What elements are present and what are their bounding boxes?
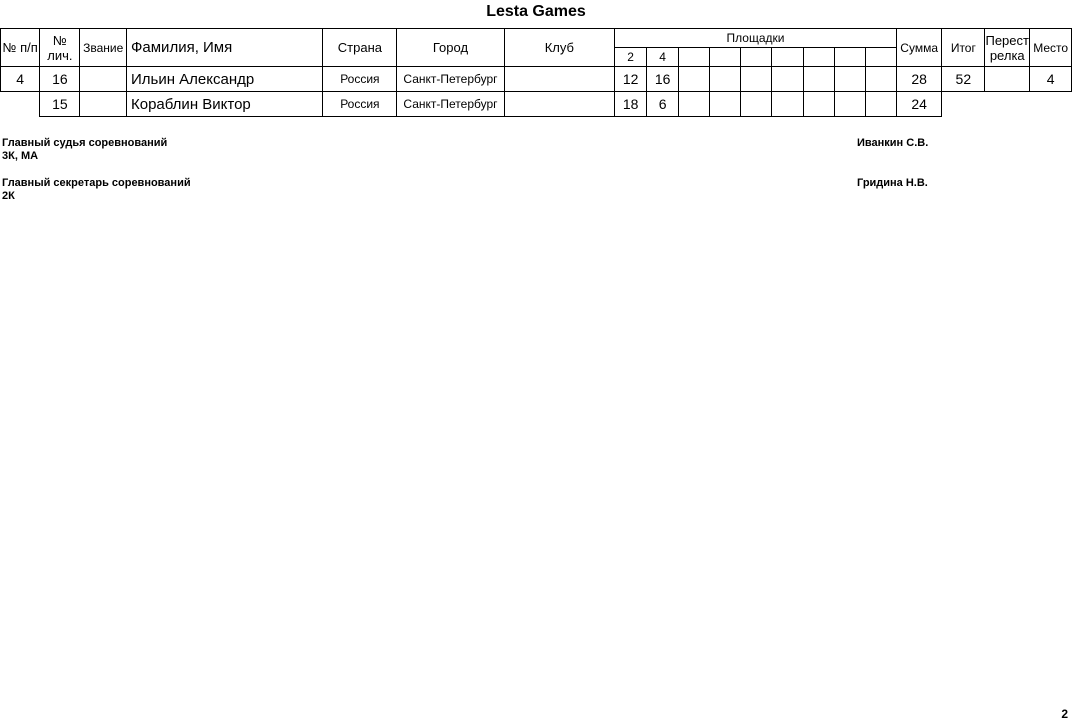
header-row [1, 29, 1072, 48]
cell-score [772, 92, 803, 117]
cell-sum: 28 [896, 67, 942, 92]
cell-score [741, 67, 772, 92]
cell-lic: 15 [40, 92, 80, 117]
page-number: 2 [1061, 707, 1068, 721]
cell-score [865, 67, 896, 92]
cell-score: 12 [615, 67, 647, 92]
cell-num: 4 [1, 67, 40, 92]
cell-country: Россия [323, 92, 397, 117]
cell-score [803, 92, 834, 117]
cell-total: 52 [942, 67, 985, 92]
cell-num [1, 92, 40, 117]
cell-score [710, 92, 741, 117]
cell-city: Санкт-Петербург [397, 67, 504, 92]
secretary-name: Гридина Н.В. [857, 177, 928, 189]
header-place: Место [1030, 29, 1072, 67]
cell-rank [80, 67, 127, 92]
cell-city: Санкт-Петербург [397, 92, 504, 117]
header-rank: Звание [80, 29, 127, 67]
results-table [0, 28, 1072, 117]
cell-score: 18 [615, 92, 647, 117]
cell-score [803, 67, 834, 92]
venue-number: 4 [647, 48, 679, 67]
cell-empty [1030, 92, 1072, 117]
cell-score [834, 67, 865, 92]
venue-number [679, 48, 710, 67]
judge-block [2, 137, 167, 163]
header-country: Страна [323, 29, 397, 67]
judge-title: Главный судья соревнований [2, 137, 168, 149]
venue-number: 2 [615, 48, 647, 67]
cell-score: 16 [647, 67, 679, 92]
cell-name: Ильин Александр [127, 67, 323, 92]
header-total: Итог [942, 29, 985, 67]
judge-name: Иванкин С.В. [857, 137, 929, 149]
header-venues: Площадки [615, 29, 897, 48]
header-sum: Сумма [896, 29, 942, 67]
cell-score [741, 92, 772, 117]
table-row [1, 92, 1072, 117]
cell-score [710, 67, 741, 92]
cell-rank [80, 92, 127, 117]
venue-number [772, 48, 803, 67]
venue-number [710, 48, 741, 67]
header-playoff: Перест релка [985, 29, 1030, 67]
cell-name: Кораблин Виктор [127, 92, 323, 117]
cell-score: 6 [647, 92, 679, 117]
header-city: Город [397, 29, 504, 67]
judge-rank: 3К, МА [2, 150, 39, 162]
cell-club [504, 67, 615, 92]
cell-empty [942, 92, 985, 117]
secretary-title: Главный секретарь соревнований [2, 177, 191, 189]
cell-score [679, 92, 710, 117]
venue-number [834, 48, 865, 67]
page-title: Lesta Games [486, 3, 586, 20]
venue-number [803, 48, 834, 67]
cell-score [772, 67, 803, 92]
cell-place: 4 [1030, 67, 1072, 92]
header-club: Клуб [504, 29, 615, 67]
secretary-block [2, 177, 191, 203]
cell-country: Россия [323, 67, 397, 92]
venue-number [865, 48, 896, 67]
cell-club [504, 92, 615, 117]
cell-playoff [985, 67, 1030, 92]
cell-score [865, 92, 896, 117]
header-num: № п/п [1, 29, 40, 67]
cell-lic: 16 [40, 67, 80, 92]
secretary-rank: 2К [2, 190, 15, 202]
cell-score [834, 92, 865, 117]
table-row [1, 67, 1072, 92]
cell-empty [985, 92, 1030, 117]
cell-sum: 24 [896, 92, 942, 117]
header-lic: № лич. [40, 29, 80, 67]
venue-number [741, 48, 772, 67]
header-name: Фамилия, Имя [127, 29, 323, 67]
cell-score [679, 67, 710, 92]
